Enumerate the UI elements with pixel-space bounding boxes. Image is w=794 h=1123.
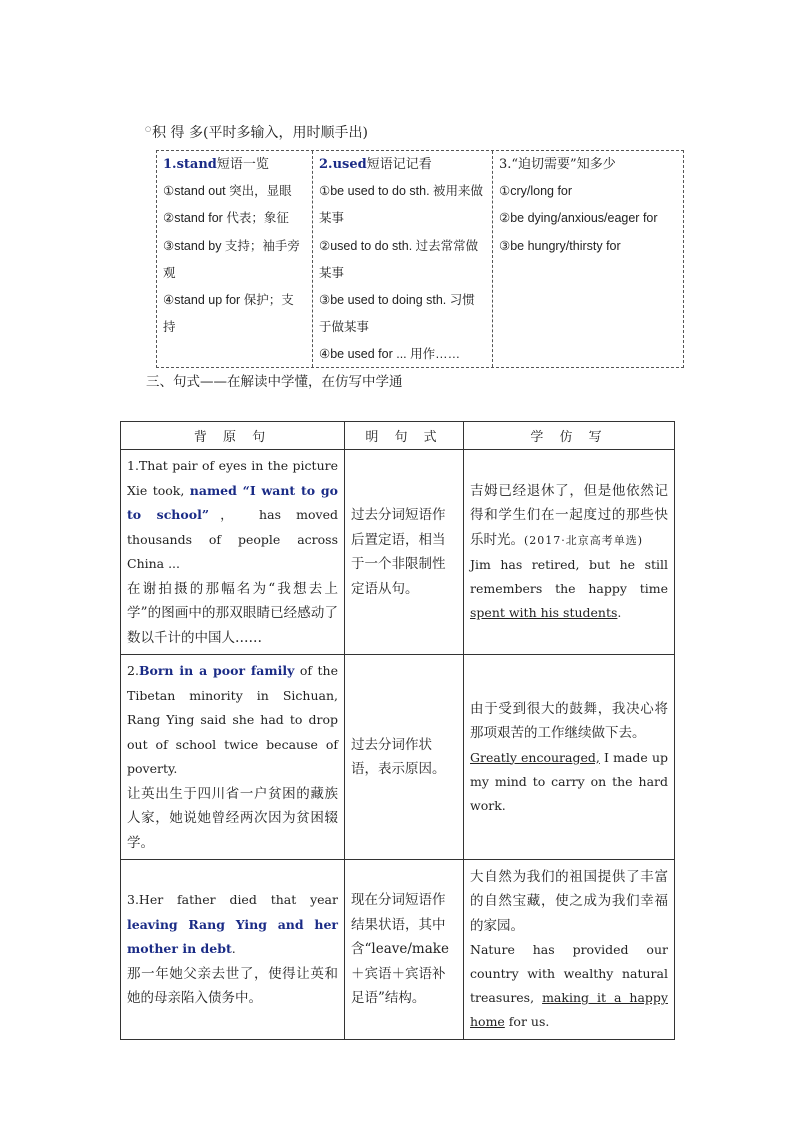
source-note: (2017·北京高考单选) — [524, 533, 644, 547]
header-imitation: 学 仿 写 — [464, 422, 675, 450]
phrase-item: ①be used to do sth. 被用来做某事 — [319, 184, 484, 226]
phrase-item: ③be used to doing sth. 习惯于做某事 — [319, 293, 475, 335]
imitation-chinese: 吉姆已经退休了，但是他依然记得和学生们在一起度过的那些快乐时光。(2017·北京高考单选) — [470, 482, 668, 548]
section-heading: 三、句式——在解读中学懂，在仿写中学通 — [146, 374, 403, 390]
header-original: 背 原 句 — [121, 422, 345, 450]
sentence-table — [120, 421, 675, 1040]
header-pattern: 明 句 式 — [345, 422, 464, 450]
original-english: 2.Born in a poor family of the Tibetan minority in Sichuan, Rang Ying said she had to drop out of school twice because of poverty. — [127, 663, 338, 776]
column-heading: 2.used短语记记看 — [319, 157, 432, 172]
original-english: 3.Her father died that year leaving Rang Ying and her mother in debt. — [127, 892, 338, 957]
original-chinese: 那一年她父亲去世了，使得让英和她的母亲陷入债务中。 — [127, 965, 338, 1007]
imitation-cell — [464, 860, 675, 1040]
pattern-cell: 过去分词作状语，表示原因。 — [345, 655, 464, 860]
original-chinese: 让英出生于四川省一户贫困的藏族人家，她说她曾经两次因为贫困辍学。 — [127, 785, 338, 851]
phrase-item: ①stand out 突出，显眼 — [163, 184, 292, 199]
bullet-icon: ○ — [145, 125, 152, 134]
imitation-cell — [464, 655, 675, 860]
column-heading: 1.stand短语一览 — [163, 157, 269, 172]
phrase-column-stand — [157, 151, 313, 367]
answer-underlined: Greatly encouraged, — [470, 749, 600, 765]
original-sentence-cell — [121, 450, 345, 655]
answer-underlined: making it a happy home — [470, 990, 668, 1030]
phrase-item: ②stand for 代表；象征 — [163, 211, 289, 226]
phrase-item: ④be used for ... 用作…… — [319, 347, 461, 362]
phrase-box — [156, 150, 684, 368]
imitation-cell — [464, 450, 675, 655]
phrase-item: ②used to do sth. 过去常常做某事 — [319, 238, 479, 280]
column-heading: 3.“迫切需要”知多少 — [499, 157, 616, 172]
accumulate-title: ○积 得 多(平时多输入，用时顺手出) — [145, 125, 368, 141]
imitation-chinese: 大自然为我们的祖国提供了丰富的自然宝藏，使之成为我们幸福的家园。 — [470, 868, 668, 934]
original-sentence-cell — [121, 860, 345, 1040]
imitation-english: Nature has provided our country with wealthy natural treasures, making it a happy home for us. — [470, 942, 668, 1030]
imitation-english: Greatly encouraged, I made up my mind to carry on the hard work. — [470, 749, 668, 813]
pattern-cell: 过去分词短语作后置定语，相当于一个非限制性定语从句。 — [345, 450, 464, 655]
phrase-column-used — [313, 151, 493, 367]
table-row — [121, 655, 675, 860]
imitation-chinese: 由于受到很大的鼓舞，我决心将那项艰苦的工作继续做下去。 — [470, 700, 668, 741]
imitation-english: Jim has retired, but he still remembers the happy time spent with his students. — [470, 557, 668, 621]
original-chinese: 在谢拍摄的那幅名为“我想去上学”的图画中的那双眼睛已经感动了数以千计的中国人…… — [127, 580, 338, 646]
pattern-cell: 现在分词短语作结果状语，其中含“leave/make＋宾语＋宾语补足语”结构。 — [345, 860, 464, 1040]
original-sentence-cell — [121, 655, 345, 860]
phrase-item: ④stand up for 保护；支持 — [163, 293, 294, 335]
table-row — [121, 860, 675, 1040]
phrase-item: ①cry/long for — [499, 184, 573, 199]
original-english: 1.That pair of eyes in the picture Xie took, named “I want to go to school”， has moved thousands of people across China ... — [127, 458, 338, 571]
phrase-item: ③be hungry/thirsty for — [499, 238, 621, 253]
answer-underlined: spent with his students — [470, 605, 618, 621]
table-row — [121, 450, 675, 655]
phrase-item: ②be dying/anxious/eager for — [499, 211, 658, 226]
phrase-item: ③stand by 支持；袖手旁观 — [163, 238, 300, 280]
table-header-row — [121, 422, 675, 450]
phrase-column-urgent-need — [493, 151, 683, 367]
